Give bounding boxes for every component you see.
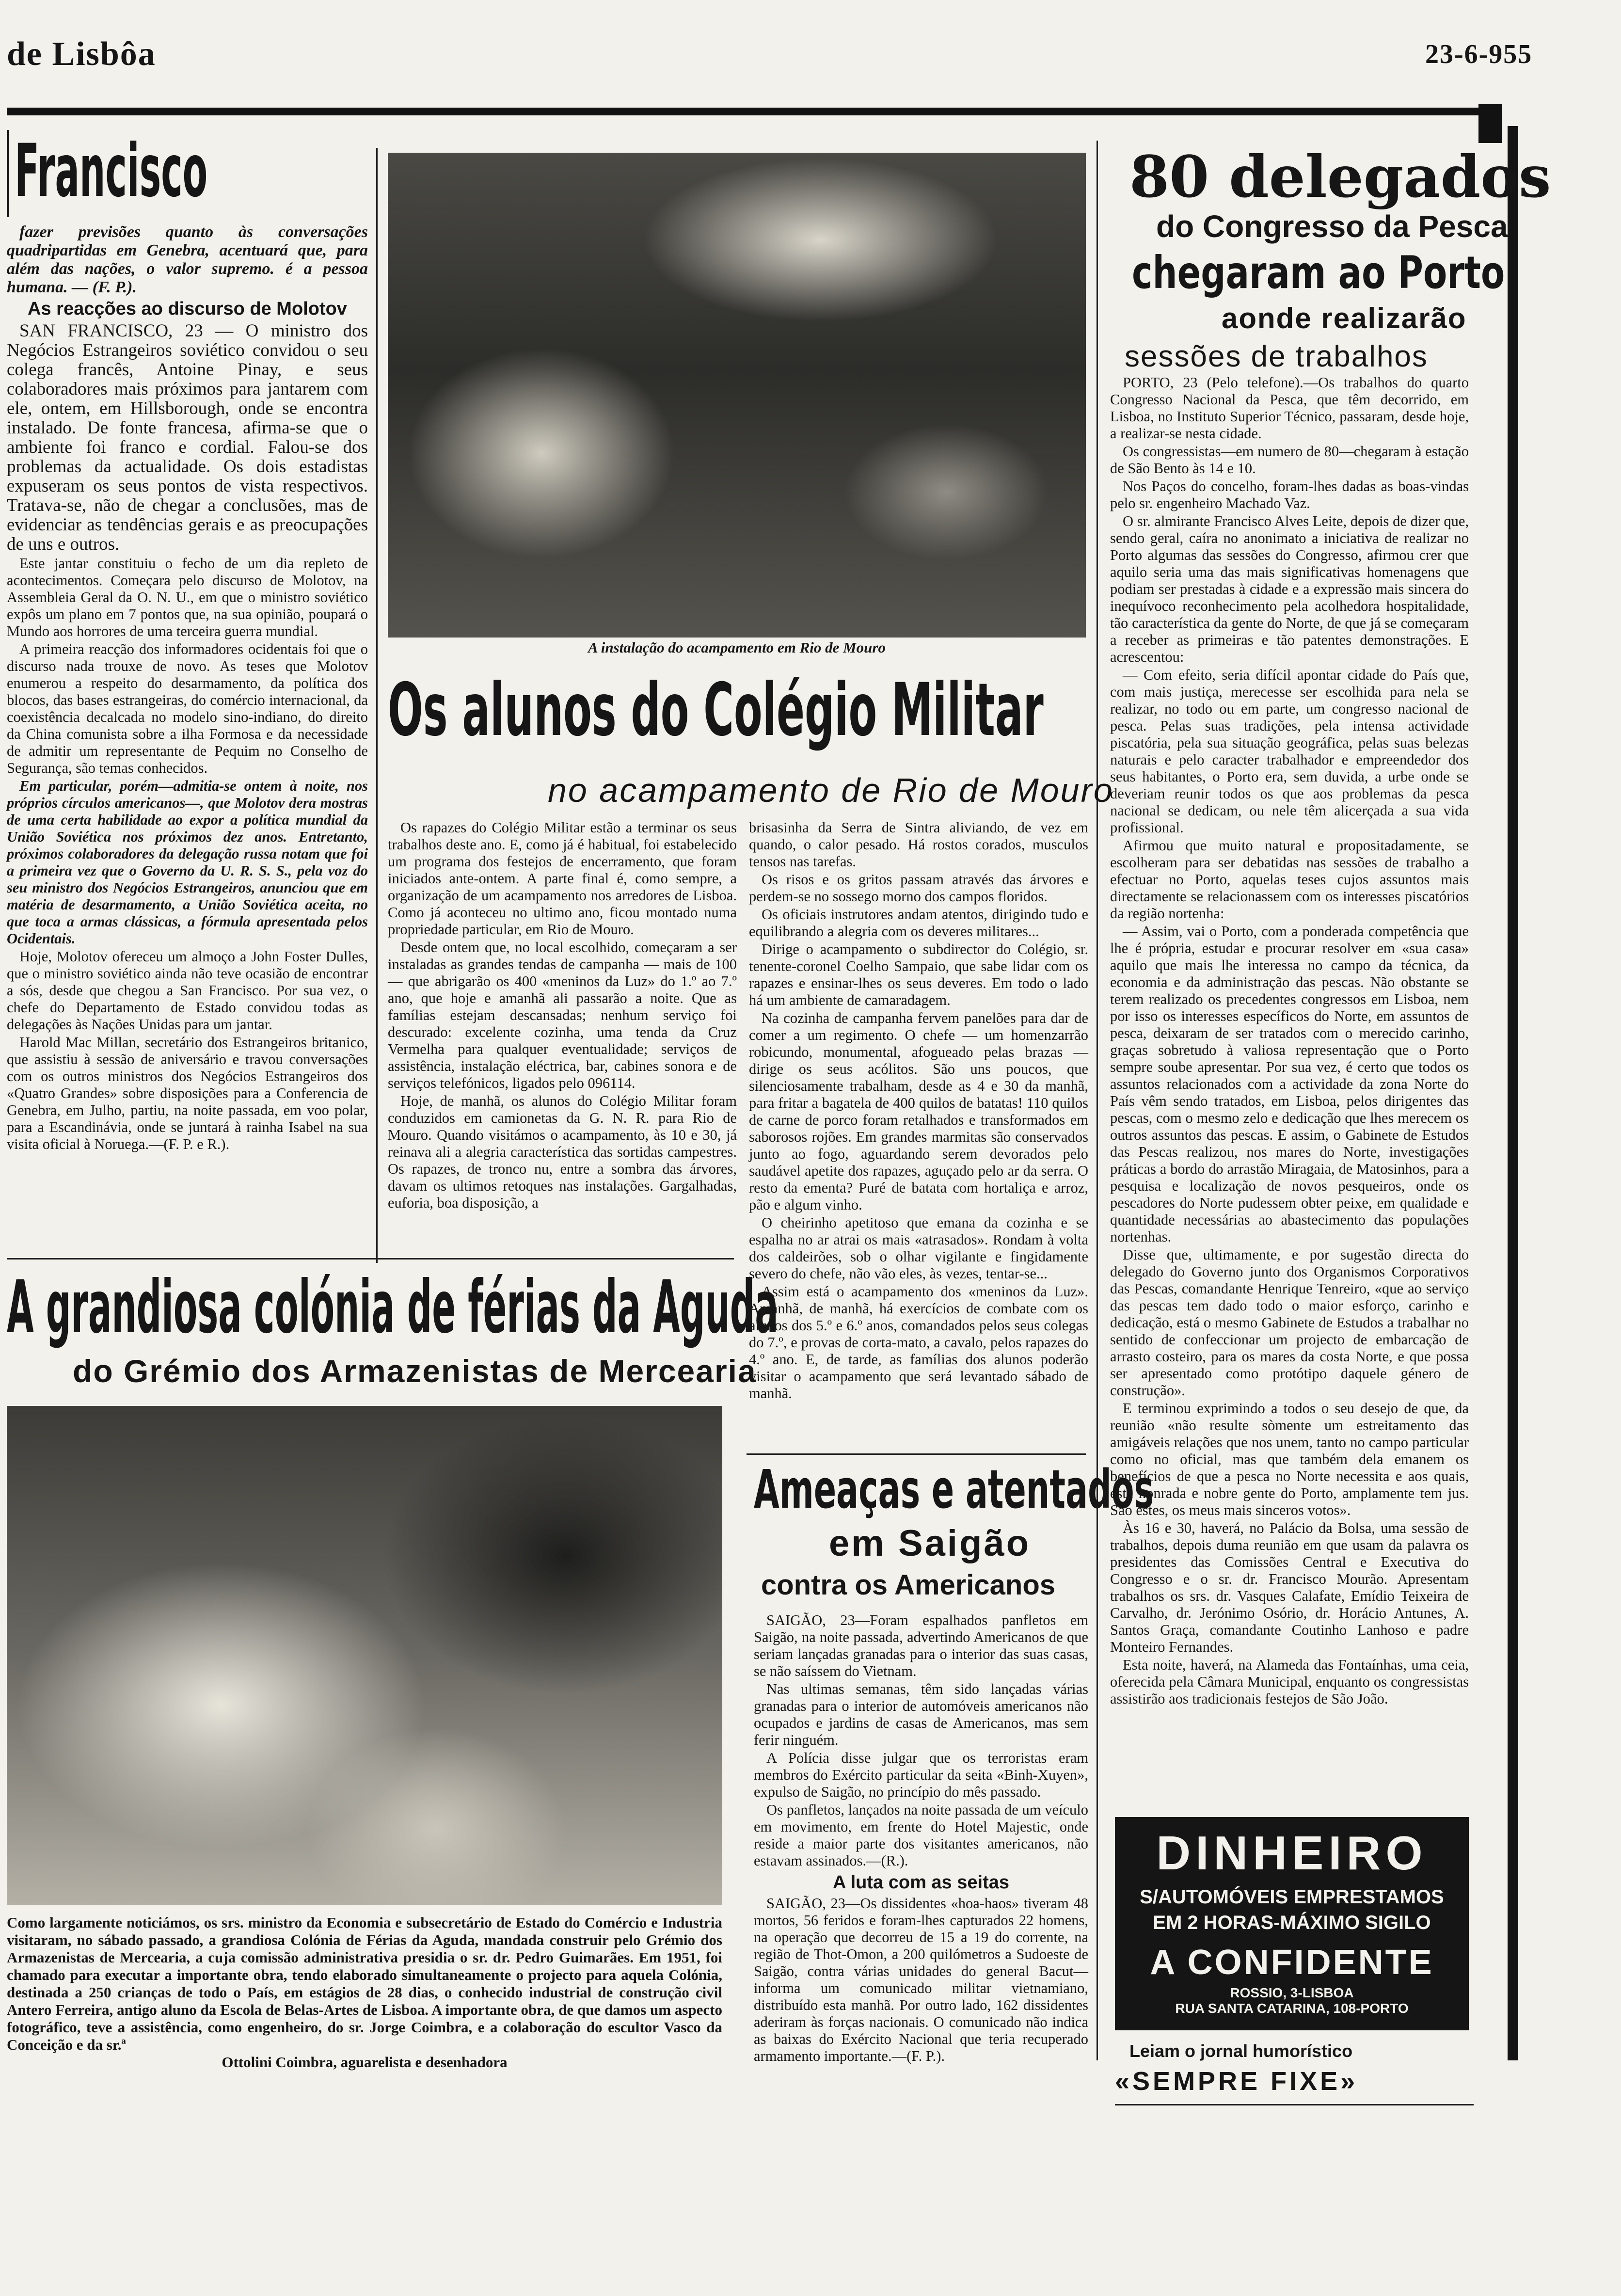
caption-text: Como largamente noticiámos, os srs. ministro da Economia e subsecretário de Estado do Comércio e Industria visitaram, no sábado passado, a grandiosa Colónia de Férias da Aguda, mandada construir pelo Grémio dos Armazenistas de Mercearia, a cuja comissão administrativa presidia o sr. dr. Pedro Guimarães. Em 1951, foi chamado para executar a importante obra, tendo elaborado simultaneamente o projecto para aquela Colónia, destinada a 250 crianças de todo o País, em estágios de 28 dias, o conhecido industrial de construção civil Antero Ferreira, antigo aluno da Escola de Belas-Artes de Lisboa. A importante obra, de que damos um aspecto fotográfico, teve a assistência, como engenheiro, do sr. Jorge Coimbra, e a colaboração do escultor Vasco da Conceição e da sr.ª [7,1914,722,2053]
confidente-advertisement [1115,1817,1469,2030]
column-divider [1097,141,1098,2060]
article-paragraph: Às 16 e 30, haverá, no Palácio da Bolsa, uma sessão de trabalhos, depois duma reunião em que usam da palavra os presidentes das Comissões Central e Executiva do Congresso e o sr. dr. Francisco Mourão. Apresentam trabalhos os srs. dr. Vasques Calafate, Emídio Teixeira de Carvalho, dr. Jerónimo Osório, dr. Horácio Antunes, A. Santos Graça, comandante Coutinho Lanhoso e padre Monteiro Fernandes. [1110,1520,1469,1655]
saigao-article [754,1612,1088,2066]
article-paragraph: Harold Mac Millan, secretário dos Estrangeiros britanico, que assistiu à sessão de aniversário e travou conversações com os outros ministros dos Negócios Estrangeiros dos «Quatro Grandes» sobre disposições para a Conferencia de Genebra, em Julho, partiu, na noite passada, em voo polar, para a Escandinávia, onde se juntará à rainha Isabel na sua visita oficial à Noruega.—(F. P. e R.). [7,1034,368,1152]
ad-line-2: S/AUTOMÓVEIS EMPRESTAMOS [1140,1886,1444,1908]
article-paragraph: Hoje, de manhã, os alunos do Colégio Militar foram conduzidos em camionetas da G. N. R. para Rio de Mouro. Quando visitámos o acampamento, às 10 e 30, já reinava ali a alegria característica das sortidas campestres. Os rapazes, de tronco nu, entre a sombra das árvores, davam os ultimos retoques nas instalações. Gargalhadas, euforia, boa disposição, a [388,1093,737,1211]
pesca-headline-2: do Congresso da Pesca [1156,209,1508,244]
article-paragraph: O cheirinho apetitoso que emana da cozinha e se espalha no ar atrai os mais «atrasados». Rondam à volta dos caldeirões, sob o olhar vigilante e fingidamente severo do chefe, não vão eles, às vezes, tentar-se... [749,1214,1088,1282]
article-paragraph: PORTO, 23 (Pelo telefone).—Os trabalhos do quarto Congresso Nacional da Pesca, que têm decorrido, em Lisboa, no Instituto Superior Técnico, passaram, desde hoje, a realizar-se nesta cidade. [1110,374,1469,442]
article-paragraph: E terminou exprimindo a todos o seu desejo de que, da reunião «não resulte sòmente um estreitamento das amigáveis relações que nos unem, tanto no campo particular como no oficial, mas que também dela emanem os benefícios de que a pesca no Norte necessita e aos quais, esta honrada e nobre gente do Porto, amplamente tem jus. São estes, os meus mais sinceros votos». [1110,1400,1469,1518]
militar-article-left [388,819,737,1212]
aguda-subheadline: do Grémio dos Armazenistas de Mercearia [73,1353,757,1389]
article-paragraph: Este jantar constituiu o fecho de um dia repleto de acontecimentos. Começara pelo discurso de Molotov, na Assembleia Geral da O. N. U., em que o ministro soviético expôs um plano em 7 pontos que, na sua opinião, poupará o Mundo aos horrores de uma terceira guerra mundial. [7,555,368,639]
article-paragraph: Nas ultimas semanas, têm sido lançadas várias granadas para o interior de automóveis americanos não ocupados e jardins de casas de Americanos, mas sem ferir ninguém. [754,1681,1088,1748]
colony-photo [7,1406,722,1905]
saigao-headline-2: em Saigão [829,1523,1031,1564]
sempre-fixe-line-2: «SEMPRE FIXE» [1115,2067,1358,2096]
article-paragraph: SAN FRANCISCO, 23 — O ministro dos Negócios Estrangeiros soviético convidou o seu colega francês, Antoine Pinay, e seus colaboradores mais próximos para jantarem com ele, ontem, em Hillsborough, onde se encontra instalado. De fonte francesa, afirma-se que o ambiente foi franco e cordial. Falou-se dos problemas da actualidade. Os dois estadistas expuseram os seus pontos de vista respectivos. Tratava-se, não de chegar a conclusões, mas de evidenciar as tendências gerais e as preocupações de uns e outros. [7,321,368,554]
column-divider [376,148,378,1263]
article-paragraph: Afirmou que muito natural e propositadamente, se escolheram para ser debatidas nas sessões de trabalho a efectuar no Porto, aquelas teses cujos assuntos mais directamente se relacionassem com os interesses piscatórios da região nortenha: [1110,837,1469,922]
section-rule [747,1453,1086,1455]
article-paragraph: Nos Paços do concelho, foram-lhes dadas as boas-vindas pelo sr. engenheiro Machado Vaz. [1110,478,1469,511]
article-paragraph: O sr. almirante Francisco Alves Leite, depois de dizer que, sendo geral, caíra no anonimato a iniciativa de realizar no Porto algumas das sessões do Congresso, afirmou crer que aquilo seria uma das mais significativas homenagens que podiam ser prestadas à cidade e a expressão mais sincera do inequívoco reconhecimento pela acolhedora hospitalidade, tão característica da gente do Norte, de que já se começaram a receber as primeiras e tão patentes demonstrações. E acrescentou: [1110,513,1469,665]
francisco-headline: Francisco [15,129,208,213]
militar-article-right [749,819,1088,1403]
article-paragraph: SAIGÃO, 23—Os dissidentes «hoa-haos» tiveram 48 mortos, 56 feridos e foram-lhes capturados 22 homens, na operação que decorreu de 15 a 19 do corrente, na região de Thot-Omon, a 200 quilómetros a Sudoeste de Saigão, contra várias unidades do general Bacut—informa um comunicado militar vietnamiano, distribuído esta manhã. Por outro lado, 162 dissidentes aderiram às forças nacionais. O comunicado não indica as baixas do Exército Nacional que teria recuperado armamento importante.—(F. P.). [754,1895,1088,2064]
sempre-fixe-line-1: Leiam o jornal humorístico [1129,2041,1353,2061]
militar-subheadline: no acampamento de Rio de Mouro [548,771,1114,809]
article-paragraph: Disse que, ultimamente, e por sugestão directa do delegado do Governo junto dos Organismos Corporativos das Pescas, comandante Henrique Tenreiro, «que ao serviço das pescas tem dado todo o maior esforço, carinho e dedicação, está o mesmo Gabinete de Estudos a trabalhar no sentido de confeccionar um projecto de embarcação de arrasto costeiro, para os mares da costa Norte, e que possa ser apresentado como protótipo daquele género de construção». [1110,1246,1469,1399]
article-paragraph: Na cozinha de campanha fervem panelões para dar de comer a um regimento. O chefe — um homenzarrão robicundo, monumental, afogueado pelas brazas — dirige os seus acólitos. São uns poucos, que silenciosamente trabalham, desde as 4 e 30 da manhã, para fritar a bagatela de 400 quilos de batatas! 110 quilos de carne de porco foram retalhados e transformados em saborosos rojões. Em grandes marmitas são conservados junto ao fogo, aguardando serem devorados pelo saudável apetite dos rapazes, aguçado pelo ar da serra. O resto da ementa? Puré de batata com hortaliça e arroz, pão e algum vinho. [749,1010,1088,1213]
article-paragraph: Esta noite, haverá, na Alameda das Fontaínhas, uma ceia, oferecida pela Câmara Municipal, enquanto os congressistas assistirão aos tradicionais festejos de São João. [1110,1657,1469,1707]
right-margin-bar [1508,126,1518,2060]
pesca-headline-3: chegaram ao Porto [1132,247,1505,299]
aguda-caption [7,1914,722,2071]
militar-headline: Os alunos do Colégio Militar [388,668,1044,752]
article-paragraph: Desde ontem que, no local escolhido, começaram a ser instaladas as grandes tendas de campanha — mais de 100 — que abrigarão os 400 «meninos da Luz» do 1.º ao 7.º ano, que hoje e amanhã ali passarão a noite. Que as famílias estejam descansadas; nenhum serviço foi descurado: excelente cozinha, uma tenda da Cruz Vermelha para qualquer eventualidade; serviços de assistência, instalação eléctrica, bar, cabines sonora e de serviços telefónicos, ligados pelo 096114. [388,939,737,1091]
molotov-subhead: As reacções ao discurso de Molotov [28,299,347,319]
pesca-headline-5: sessões de trabalhos [1125,340,1428,373]
masthead-name: de Lisbôa [7,35,156,73]
article-paragraph: brisasinha da Serra de Sintra aliviando, de vez em quando, o calor pesado. Há rostos corados, musculos tensos nas tarefas. [749,819,1088,870]
camp-photo-caption: A instalação do acampamento em Rio de Mouro [588,639,886,656]
francisco-article [7,223,368,1154]
seitas-subhead: A luta com as seitas [833,1872,1009,1893]
article-paragraph: A Polícia disse julgar que os terroristas eram membros do Exército particular da seita «Binh-Xuyen», expulso de Saigão, no princípio do mês passado. [754,1750,1088,1800]
article-paragraph: Os risos e os gritos passam através das árvores e perdem-se no sossego morno dos campos floridos. [749,871,1088,905]
article-paragraph: Em particular, porém—admitia-se ontem à noite, nos próprios círculos americanos—, que Molotov dera mostras de uma certa habilidade ao expor a política mundial da União Soviética nos próximos dez anos. Entretanto, próximos colaboradores da delegação russa notam que foi a primeira vez que o Governo da U. R. S. S., pela voz do seu ministro dos Negócios Estrangeiros, anunciou que em matéria de desarmamento, a União Soviética aceita, no que toca a armas clássicas, a fórmula apresentada pelos Ocidentais. [7,778,368,947]
saigao-headline: Ameaças e atentados [754,1458,1154,1520]
article-paragraph: Os oficiais instrutores andam atentos, dirigindo tudo e equilibrando a alegria com os deveres militares... [749,906,1088,940]
headline-bracket [7,130,9,217]
article-paragraph: Hoje, Molotov ofereceu um almoço a John Foster Dulles, que o ministro soviético ainda não teve ocasião de encontrar a sós, desde que chegou a San Francisco. Por sua vez, o chefe do Departamento de Estado convidou todas as delegações às Nações Unidas para um jantar. [7,948,368,1033]
article-paragraph: Os congressistas—em numero de 80—chegaram à estação de São Bento às 14 e 10. [1110,443,1469,477]
corner-tab [1478,104,1502,143]
article-paragraph: Os panfletos, lançados na noite passada de um veículo em movimento, em frente do Hotel Majestic, onde reside a maior parte dos visitantes americanos, não estavam assinados.—(R.). [754,1802,1088,1869]
francisco-intro: fazer previsões quanto às conversações quadripartidas em Genebra, acentuará que, para além das nações, o valor supremo. é a pessoa humana. — (F. P.). [7,223,368,296]
ad-line-5: ROSSIO, 3-LISBOA [1230,1985,1354,2000]
pesca-headline-4: aonde realizarão [1222,302,1467,335]
saigao-headline-3: contra os Americanos [761,1569,1056,1601]
article-paragraph: Dirige o acampamento o subdirector do Colégio, sr. tenente-coronel Coelho Sampaio, que sabe lidar com os rapazes e ensinar-lhes os seus deveres. Em todo o lado há um ambiente de camaradagem. [749,941,1088,1008]
section-rule [1115,2104,1474,2105]
caption-text-last: Ottolini Coimbra, aguarelista e desenhadora [222,2054,508,2071]
ad-line-4: A CONFIDENTE [1150,1943,1434,1982]
pesca-article [1110,374,1469,1708]
ad-line-3: EM 2 HORAS-MÁXIMO SIGILO [1153,1912,1431,1933]
article-paragraph: Os rapazes do Colégio Militar estão a terminar os seus trabalhos deste ano. E, como já é habitual, foi estabelecido um programa dos festejos de encerramento, que foram iniciados ante-ontem. A parte final é, como sempre, a organização de um acampamento nos arredores de Lisboa. Como já aconteceu no ultimo ano, ficou montado numa propriedade particular, em Rio de Mouro. [388,819,737,938]
article-paragraph: SAIGÃO, 23—Foram espalhados panfletos em Saigão, na noite passada, advertindo Americanos de que seriam lançadas granadas para o interior das suas casas, se não saíssem do Vietnam. [754,1612,1088,1679]
article-paragraph: Assim está o acampamento dos «meninos da Luz». Amanhã, de manhã, há exercícios de combate com os alunos dos 5.º e 6.º anos, comandados pelos seus colegas do 7.º, e provas de corta-mato, a cavalo, pelos rapazes do 4.º ano. E, de tarde, as famílias dos alunos poderão visitar o acampamento que será levantado sábado de manhã. [749,1283,1088,1402]
ad-line-1: DINHEIRO [1156,1826,1428,1880]
pesca-headline-1: 80 delegados [1129,143,1551,210]
top-rule [7,108,1500,115]
article-paragraph: — Com efeito, seria difícil apontar cidade do País que, com mais justiça, merecesse ser escolhida para nela se realizar, no todo ou em parte, um congresso nacional de pesca. Pelas suas tradições, pela intensa actividade piscatória, pela sua situação geográfica, pelas suas belezas naturais e pelo caracter trabalhador e empreendedor dos seus habitantes, o Porto era, sem duvida, a urbe onde se deveriam reunir todos os que aos problemas da pesca nacional se dedicam, ou nele têm alicerçada a sua vida profissional. [1110,667,1469,836]
section-rule [7,1258,734,1260]
article-paragraph: — Assim, vai o Porto, com a ponderada competência que lhe é própria, estudar e procurar resolver em «sua casa» aquilo que mais lhe interessa no campo da técnica, da economia e da administração das pescas. Não obstante se terem realizado os precedentes congressos em Lisboa, nem por isso os interesses específicos do Norte, em assuntos de pesca, deixaram de ser tratados com o merecido carinho, graças sobretudo à valiosa representação que o Porto sempre soube apresentar. Por sua vez, é certo que todos os assuntos relacionados com a actividade da zona Norte do País vêm sendo tratados, em Lisboa, pelos dirigentes das pescas, com o mesmo zelo e dedicação que lhes merecem os outros assuntos das pescas. E assim, o Gabinete de Estudos das Pescas realizou, nos mares do Norte, investigações práticas a bordo do arrastão Miragaia, de Matosinhos, para a pesquisa e localização de novos pesqueiros, onde os pescadores do Norte pudessem obter peixe, em qualidade e quantidade necessárias ao abastecimento das populações nortenhas. [1110,923,1469,1245]
aguda-headline: A grandiosa colónia de férias da Aguda [7,1265,779,1350]
masthead-date: 23-6-955 [1425,39,1533,69]
camp-photo [388,153,1086,638]
article-paragraph: A primeira reacção dos informadores ocidentais foi que o discurso nada trouxe de novo. As teses que Molotov enumerou a respeito do desarmamento, da política dos blocos, das bases estrangeiras, do comércio internacional, da coexistência decalcada no modelo sino-indiano, do direito da China comunista sobre a ilha Formosa e da necessidade de admitir um representante de Pequim no Conselho de Segurança, são temas conhecidos. [7,641,368,776]
ad-line-6: RUA SANTA CATARINA, 108-PORTO [1175,2001,1409,2016]
